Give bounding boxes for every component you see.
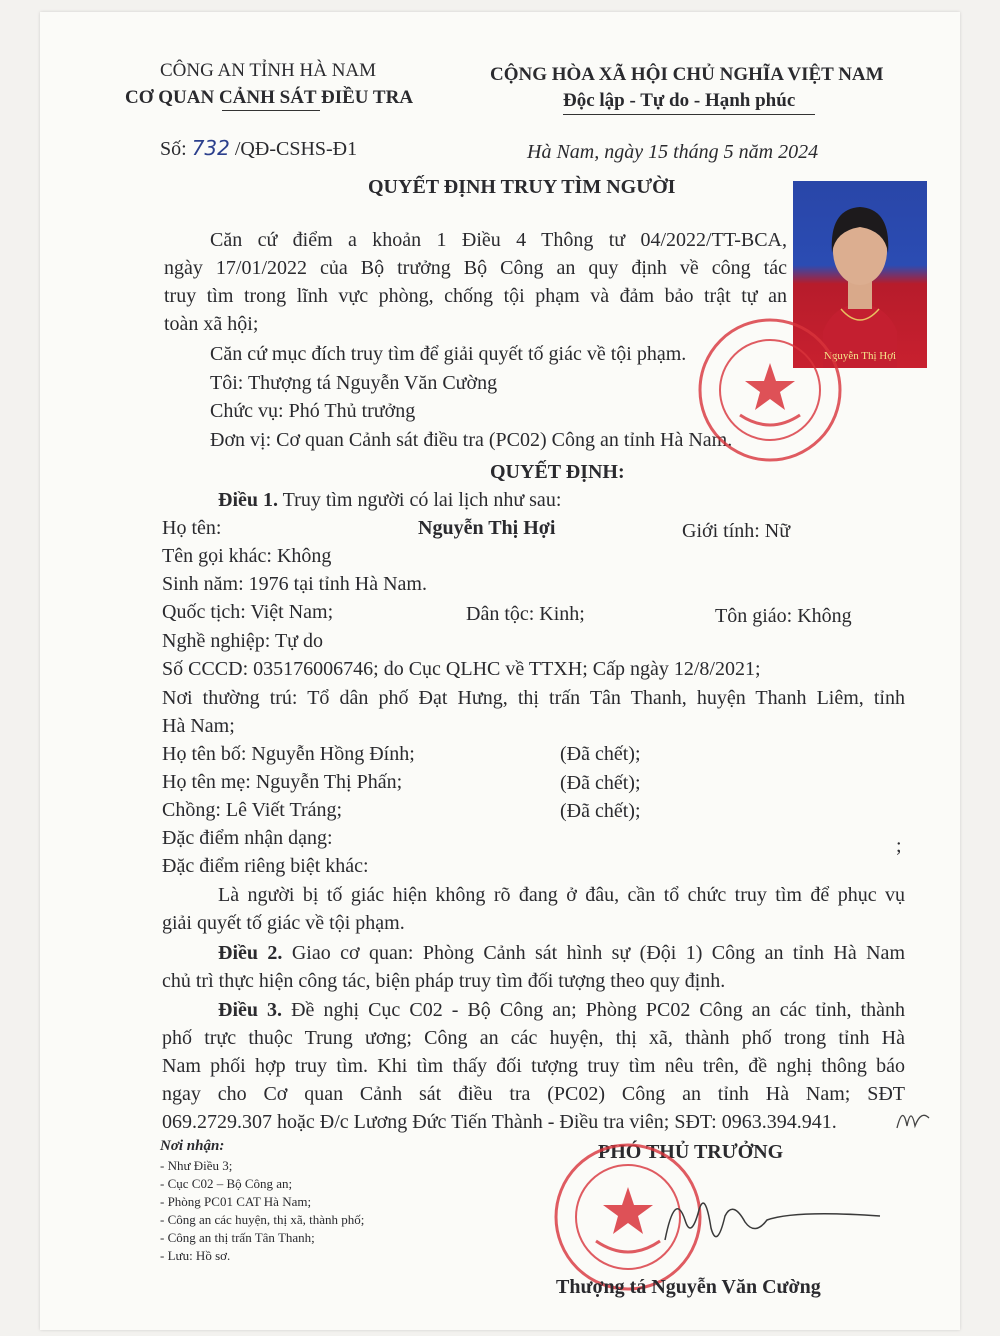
handwritten-signature [655,1180,885,1260]
preamble-line-1: Căn cứ điểm a khoản 1 Điều 4 Thông tư 04/2022/TT-BCA, [210,229,787,251]
recipient-item: - Cục C02 – Bộ Công an; [160,1176,293,1191]
recipients-heading: Nơi nhận: [160,1138,225,1154]
article-3-line-3: Nam phối hợp truy tìm. Khi tìm thấy đối tượng truy tìm nêu trên, đề nghị thông báo [162,1055,905,1077]
gender: Giới tính: Nữ [682,520,791,542]
preamble-line-2: ngày 17/01/2022 của Bộ trưởng Bộ Công an quy định về công tác [164,257,787,279]
nationality: Quốc tịch: Việt Nam; [162,601,334,623]
article-2-line-1: Điều 2. Giao cơ quan: Phòng Cảnh sát hình sự (Đội 1) Công an tỉnh Hà Nam [218,942,905,964]
red-seal-top [690,315,850,465]
mother: Họ tên mẹ: Nguyễn Thị Phấn; [162,771,403,793]
residence-line-1: Nơi thường trú: Tổ dân phố Đạt Hưng, thị trấn Tân Thanh, huyện Thanh Liêm, tỉnh [162,687,905,709]
country-name: CỘNG HÒA XÃ HỘI CHỦ NGHĨA VIỆT NAM [490,64,884,85]
preamble-line-4: toàn xã hội; [164,313,259,335]
preamble-line-3: truy tìm trong lĩnh vực phòng, chống tội phạm và đảm bảo trật tự an [164,285,787,307]
agency-parent: CÔNG AN TỈNH HÀ NAM [160,60,377,81]
birth: Sinh năm: 1976 tại tỉnh Hà Nam. [162,573,427,595]
article-3-line-5: 069.2729.307 hoặc Đ/c Lương Đức Tiến Thành - Điều tra viên; SĐT: 0963.394.941. [162,1111,837,1133]
preamble-purpose: Căn cứ mục đích truy tìm để giải quyết tố giác về tội phạm. [210,343,687,365]
recipient-item: - Công an các huyện, thị xã, thành phố; [160,1212,365,1227]
agency-underline [222,110,320,111]
article-3-line-1: Điều 3. Đề nghị Cục C02 - Bộ Công an; Phòng PC02 Công an các tỉnh, thành [218,999,906,1021]
husband-status: (Đã chết); [560,800,641,822]
document-title: QUYẾT ĐỊNH TRUY TÌM NGƯỜI [368,176,676,198]
name-label: Họ tên: [162,517,222,539]
article-1-intro: Điều 1. Truy tìm người có lai lịch như sau: [218,489,562,511]
article-2-line-2: chủ trì thực hiện công tác, biện pháp truy tìm đối tượng theo quy định. [162,970,726,992]
photo-caption: Nguyễn Thị Hợi [823,350,897,362]
note-line-1: Là người bị tố giác hiện không rõ đang ở đâu, cần tổ chức truy tìm để phục vụ [218,884,905,906]
father-status: (Đã chết); [560,743,641,765]
father: Họ tên bố: Nguyễn Hồng Đính; [162,743,415,765]
unit-line: Đơn vị: Cơ quan Cảnh sát điều tra (PC02) Công an tỉnh Hà Nam. [210,429,733,451]
recipient-item: - Như Điều 3; [160,1158,233,1173]
name-value: Nguyễn Thị Hợi [418,517,556,539]
recipient-item: - Công an thị trấn Tân Thanh; [160,1230,315,1245]
agency-name: CƠ QUAN CẢNH SÁT ĐIỀU TRA [125,87,414,108]
note-line-2: giải quyết tố giác về tội phạm. [162,912,405,934]
motto: Độc lập - Tự do - Hạnh phúc [563,90,796,111]
initials-scribble [893,1100,933,1134]
residence-line-2: Hà Nam; [162,715,235,737]
signer-name: Thượng tá Nguyễn Văn Cường [556,1276,821,1298]
mother-status: (Đã chết); [560,772,641,794]
recipient-item: - Phòng PC01 CAT Hà Nam; [160,1194,312,1209]
article-3-line-2: phố trực thuộc Trung ương; Công an các huyện, thị xã, thành phố trong tỉnh Hà [162,1027,905,1049]
issuer-line: Tôi: Thượng tá Nguyễn Văn Cường [210,372,498,394]
religion: Tôn giáo: Không [715,605,852,627]
decision-heading: QUYẾT ĐỊNH: [490,461,625,483]
identifying-features: Đặc điểm nhận dạng: [162,827,333,849]
motto-underline [563,114,815,115]
handwritten-number: 732 [191,136,230,160]
article-3-line-4: ngay cho Cơ quan Cảnh sát điều tra (PC02) Công an tỉnh Hà Nam; SĐT [162,1083,905,1105]
occupation: Nghề nghiệp: Tự do [162,630,324,652]
recipient-item: - Lưu: Hồ sơ. [160,1248,231,1263]
ethnicity: Dân tộc: Kinh; [466,603,585,625]
issue-date: Hà Nam, ngày 15 tháng 5 năm 2024 [527,141,819,163]
special-features: Đặc điểm riêng biệt khác: [162,855,369,877]
document-number: Số: 732 /QĐ-CSHS-Đ1 [160,136,358,160]
husband: Chồng: Lê Viết Tráng; [162,799,343,821]
signer-title: PHÓ THỦ TRƯỞNG [598,1141,784,1163]
features-terminator: ; [896,835,902,857]
id-card: Số CCCD: 035176006746; do Cục QLHC về TTXH; Cấp ngày 12/8/2021; [162,658,761,680]
alias: Tên gọi khác: Không [162,545,332,567]
position-line: Chức vụ: Phó Thủ trưởng [210,400,416,422]
